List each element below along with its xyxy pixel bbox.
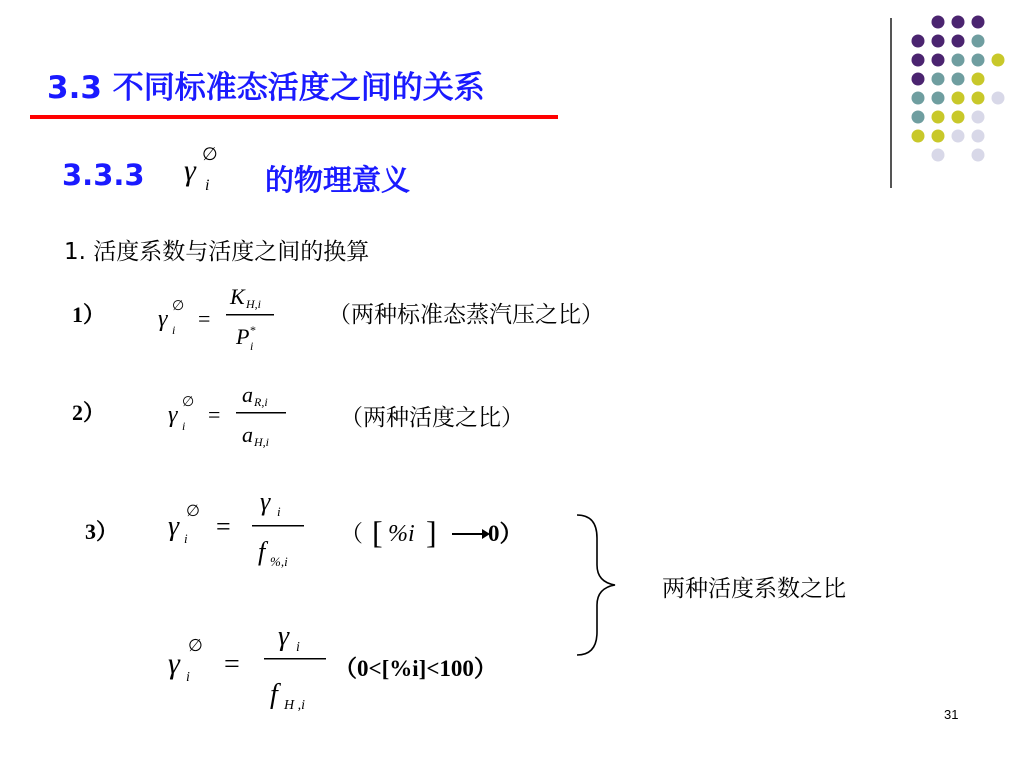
svg-text:∅: ∅ bbox=[182, 395, 195, 410]
subsection-title: 的物理意义 bbox=[265, 163, 411, 197]
svg-text:i: i bbox=[277, 504, 281, 519]
decorative-dot bbox=[912, 92, 925, 105]
svg-text:∅: ∅ bbox=[202, 144, 218, 164]
dot-grid-decoration bbox=[895, 10, 1020, 170]
brace-label: 两种活度系数之比 bbox=[662, 576, 846, 602]
decorative-dot bbox=[912, 35, 925, 48]
item-4-note: （0<[%i]<100） bbox=[334, 656, 497, 681]
decorative-dot bbox=[952, 16, 965, 29]
svg-text:i: i bbox=[205, 177, 210, 194]
decorative-dot bbox=[972, 111, 985, 124]
decorative-dot bbox=[932, 130, 945, 143]
svg-text:i: i bbox=[186, 670, 190, 685]
svg-text:∅: ∅ bbox=[188, 636, 203, 655]
svg-text:∅: ∅ bbox=[186, 503, 200, 520]
svg-text:P: P bbox=[236, 324, 250, 349]
svg-text:%i: %i bbox=[388, 521, 415, 547]
decorative-dot bbox=[972, 54, 985, 67]
decorative-dot bbox=[932, 149, 945, 162]
formula-2 bbox=[160, 372, 300, 457]
decorative-dot bbox=[952, 73, 965, 86]
decorative-dot bbox=[972, 130, 985, 143]
decorative-dot bbox=[932, 54, 945, 67]
decorative-dot bbox=[972, 92, 985, 105]
item-1-note: （两种标准态蒸汽压之比） bbox=[328, 302, 604, 328]
svg-text:γ: γ bbox=[184, 154, 196, 187]
section-heading: 1. 活度系数与活度之间的换算 bbox=[64, 239, 370, 265]
decorative-dot bbox=[932, 92, 945, 105]
decorative-dot bbox=[952, 92, 965, 105]
gamma-i-standard-symbol bbox=[180, 140, 250, 195]
svg-text:%,i: %,i bbox=[270, 554, 288, 569]
item-3-number: 3） bbox=[85, 519, 119, 544]
decorative-dot bbox=[912, 111, 925, 124]
decorative-dot bbox=[952, 130, 965, 143]
item-2-number: 2） bbox=[72, 400, 106, 425]
title-underline bbox=[30, 115, 558, 119]
formula-4 bbox=[160, 605, 340, 720]
item-3-note-close: 0） bbox=[488, 521, 523, 546]
right-curly-brace bbox=[575, 510, 625, 660]
decorative-dot bbox=[972, 149, 985, 162]
svg-text:[: [ bbox=[372, 514, 383, 550]
svg-text:=: = bbox=[216, 512, 231, 541]
decorative-dot bbox=[952, 54, 965, 67]
decorative-dot bbox=[972, 16, 985, 29]
decorative-dot bbox=[912, 130, 925, 143]
decorative-dot bbox=[912, 54, 925, 67]
decorative-dot bbox=[932, 111, 945, 124]
svg-text:]: ] bbox=[426, 514, 437, 550]
svg-text:*: * bbox=[250, 323, 256, 337]
decorative-dot bbox=[932, 16, 945, 29]
svg-text:=: = bbox=[208, 402, 221, 427]
decorative-dot bbox=[932, 73, 945, 86]
svg-text:a: a bbox=[242, 382, 253, 407]
svg-text:H,i: H,i bbox=[246, 297, 261, 311]
decorative-dot bbox=[992, 54, 1005, 67]
item-1-number: 1） bbox=[72, 302, 106, 327]
page-number: 31 bbox=[944, 707, 959, 722]
svg-text:i: i bbox=[172, 323, 176, 337]
svg-text:f: f bbox=[258, 537, 266, 566]
decorative-dot bbox=[912, 73, 925, 86]
percent-i-limit bbox=[370, 508, 490, 556]
svg-text:γ: γ bbox=[278, 621, 290, 652]
svg-text:=: = bbox=[198, 306, 211, 331]
svg-text:H ,i: H ,i bbox=[284, 698, 305, 713]
vertical-divider bbox=[890, 18, 892, 188]
svg-text:γ: γ bbox=[260, 487, 271, 516]
decorative-dot bbox=[932, 35, 945, 48]
formula-1 bbox=[150, 274, 290, 359]
svg-text:∅: ∅ bbox=[172, 299, 185, 314]
decorative-dot bbox=[992, 92, 1005, 105]
subsection-number: 3.3.3 bbox=[62, 158, 145, 192]
svg-text:γ: γ bbox=[168, 511, 180, 542]
decorative-dot bbox=[952, 111, 965, 124]
svg-text:γ: γ bbox=[168, 647, 180, 680]
svg-text:R,i: R,i bbox=[254, 395, 268, 409]
formula-3 bbox=[160, 480, 320, 575]
svg-text:=: = bbox=[224, 649, 240, 680]
decorative-dot bbox=[952, 35, 965, 48]
svg-text:γ: γ bbox=[158, 306, 168, 332]
item-2-note: （两种活度之比） bbox=[340, 405, 524, 431]
svg-text:γ: γ bbox=[168, 402, 178, 428]
slide-title: 3.3 不同标准态活度之间的关系 bbox=[47, 70, 485, 106]
svg-text:a: a bbox=[242, 422, 253, 447]
decorative-dot bbox=[972, 73, 985, 86]
svg-text:i: i bbox=[296, 640, 300, 655]
decorative-dot bbox=[972, 35, 985, 48]
svg-text:i: i bbox=[250, 339, 254, 353]
item-3-note-open: （ bbox=[340, 521, 363, 547]
svg-text:i: i bbox=[184, 531, 188, 546]
svg-text:i: i bbox=[182, 419, 186, 433]
svg-text:f: f bbox=[270, 679, 278, 710]
svg-text:H,i: H,i bbox=[254, 435, 269, 449]
svg-text:K: K bbox=[230, 284, 245, 309]
